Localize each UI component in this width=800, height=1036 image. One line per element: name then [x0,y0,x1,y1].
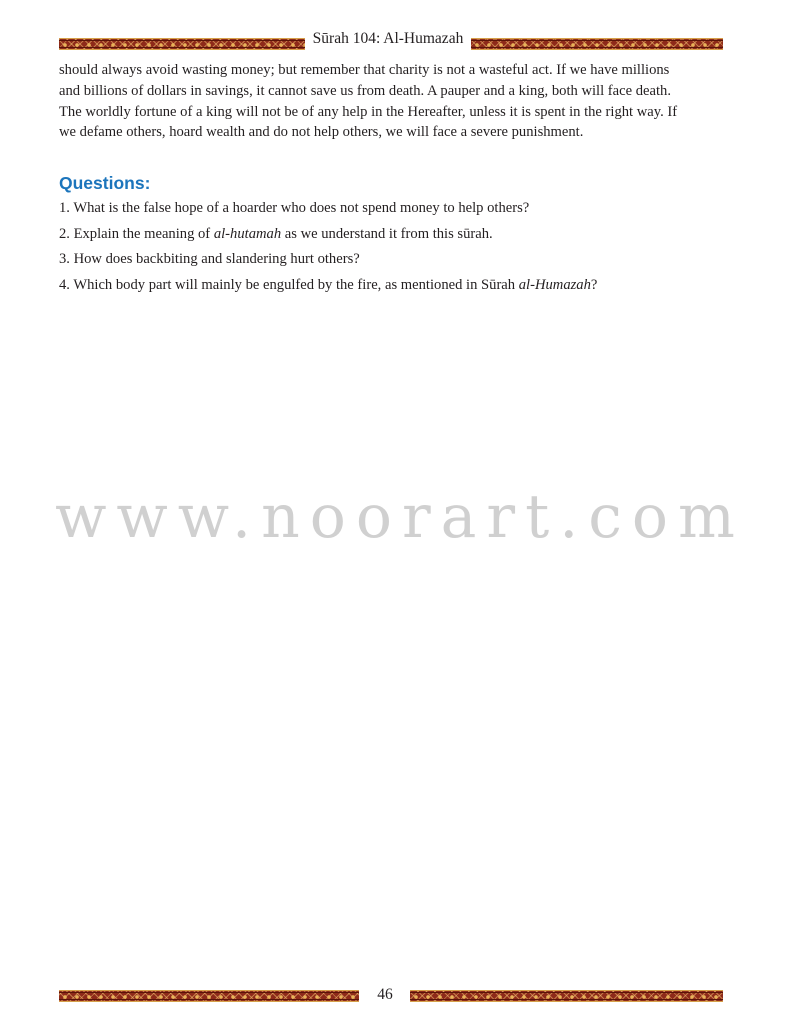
question-item [59,274,739,300]
question-text: 2. Explain the meaning of [59,225,214,242]
body-line: and billions of dollars in savings, it cannot save us from death. A pauper and a king, both will face death. [59,82,671,99]
question-text: 3. How does backbiting and slandering hurt others? [59,251,360,267]
question-term: al-hutamah [213,225,282,242]
question-text: 1. What is the false hope of a hoarder who does not spend money to help others? [59,200,530,216]
footer-ornament-right [410,990,723,1002]
question-item [59,223,739,249]
header-ornament-right [471,38,723,50]
question-text: ? [590,276,598,293]
body-line: The worldly fortune of a king will not be of any help in the Hereafter, unless it is spent in the right way. If [59,103,678,120]
question-term: al-Humazah [518,276,591,293]
header-title: Sūrah 104: Al-Humazah [312,30,464,47]
question-text: 4. Which body part will mainly be engulfed by the fire, as mentioned in Sūrah [59,276,519,293]
footer-ornament-left [59,990,359,1002]
question-item [59,248,739,274]
watermark: www.noorart.com [55,482,745,552]
body-paragraph [59,60,729,143]
questions-list [59,197,739,299]
question-item [59,197,739,223]
questions-heading: Questions: [59,173,151,193]
question-text: as we understand it from this sūrah. [281,225,493,242]
body-line: should always avoid wasting money; but remember that charity is not a wasteful act. If we have millions [59,62,670,78]
body-line: we defame others, hoard wealth and do not help others, we will face a severe punishment. [59,124,584,141]
page-number: 46 [377,986,393,1003]
header-ornament-left [59,38,305,50]
